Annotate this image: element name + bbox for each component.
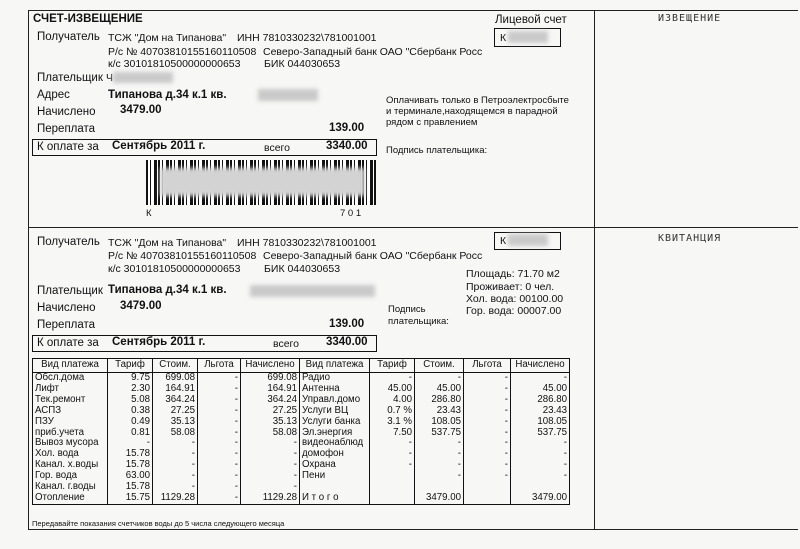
- table-cell: 164.91: [153, 384, 198, 395]
- info-cold-water: Хол. вода: 00100.00: [466, 293, 564, 305]
- table-cell: Лифт: [33, 384, 108, 395]
- col-header: Тариф: [370, 359, 415, 373]
- table-cell: 23.43: [415, 406, 464, 417]
- due-label-2: К оплате за: [37, 337, 99, 349]
- table-cell: -: [370, 460, 415, 471]
- barcode-redaction: [160, 168, 365, 196]
- table-cell: -: [198, 417, 241, 428]
- table-row: [33, 471, 570, 482]
- info-residents: Проживает: 0 чел.: [466, 281, 555, 293]
- doc-title: СЧЕТ-ИЗВЕЩЕНИЕ: [33, 13, 143, 25]
- table-cell: Гор. вода: [33, 471, 108, 482]
- payer-name-initial: Ч: [106, 72, 113, 84]
- due-total-label-2: всего: [273, 338, 299, 350]
- table-cell: Отопление: [33, 493, 108, 504]
- due-label: К оплате за: [37, 141, 99, 153]
- table-row: [33, 482, 570, 493]
- table-cell: -: [153, 449, 198, 460]
- table-cell: -: [370, 373, 415, 384]
- payment-note: Оплачивать только в Петроэлектросбыте и терминале,находящемся в парадной рядом с правлением: [386, 95, 569, 128]
- payee-account: Р/с № 40703810155160110508: [108, 46, 257, 58]
- table-cell: -: [198, 384, 241, 395]
- due-period: Сентябрь 2011 г.: [112, 140, 206, 152]
- frame-bottom: [28, 529, 798, 530]
- table-cell: -: [153, 460, 198, 471]
- table-cell: 58.08: [241, 428, 300, 439]
- table-cell: Услуги банка: [300, 417, 370, 428]
- table-cell: 699.08: [241, 373, 300, 384]
- col-header: Начислено: [241, 359, 300, 373]
- account-label: Лицевой счет: [495, 14, 567, 26]
- table-cell: -: [370, 438, 415, 449]
- table-cell: 2.30: [108, 384, 153, 395]
- table-cell: -: [511, 449, 570, 460]
- table-cell: -: [153, 471, 198, 482]
- table-cell: видеонаблюд: [300, 438, 370, 449]
- table-cell: 15.78: [108, 482, 153, 493]
- table-cell: -: [464, 428, 511, 439]
- table-row: [33, 417, 570, 428]
- address-redaction-2: [250, 285, 375, 297]
- table-cell: -: [198, 471, 241, 482]
- table-cell: 1129.28: [153, 493, 198, 504]
- overpay-value: 139.00: [329, 122, 365, 134]
- table-cell: -: [464, 417, 511, 428]
- table-cell: -: [198, 482, 241, 493]
- account-value: К: [500, 32, 507, 44]
- payee-label: Получатель: [37, 31, 100, 43]
- payee-bank: Северо-Западный банк ОАО "Сбербанк Росс: [263, 46, 483, 58]
- overpay-label-2: Переплата: [37, 319, 96, 331]
- table-cell: -: [464, 384, 511, 395]
- table-cell: 108.05: [415, 417, 464, 428]
- table-cell: 164.91: [241, 384, 300, 395]
- payee-name: ТСЖ "Дом на Типанова": [108, 32, 227, 44]
- table-cell: 45.00: [415, 384, 464, 395]
- table-cell: -: [511, 471, 570, 482]
- table-cell: Канал. г.воды: [33, 482, 108, 493]
- table-cell: 27.25: [153, 406, 198, 417]
- payee-bik-2: БИК 044030653: [264, 263, 341, 275]
- table-cell: -: [108, 438, 153, 449]
- payee-bank-2: Северо-Западный банк ОАО "Сбербанк Росс: [263, 250, 483, 262]
- table-cell: 58.08: [153, 428, 198, 439]
- table-cell: [464, 482, 511, 493]
- table-row: [33, 384, 570, 395]
- table-cell: 4.00: [370, 395, 415, 406]
- charges-table: [32, 358, 570, 505]
- table-row: [33, 373, 570, 384]
- info-area: Площадь: 71.70 м2: [466, 268, 560, 280]
- table-cell: -: [511, 438, 570, 449]
- signature-label-2: Подпись плательщика:: [388, 304, 449, 327]
- table-cell: 15.78: [108, 460, 153, 471]
- table-cell: -: [370, 449, 415, 460]
- frame-divider-horizontal: [28, 227, 798, 228]
- table-cell: 0.38: [108, 406, 153, 417]
- col-header: Стоим.: [153, 359, 198, 373]
- col-header: Вид платежа: [300, 359, 370, 373]
- table-cell: 35.13: [153, 417, 198, 428]
- table-cell: Эл.энергия: [300, 428, 370, 439]
- table-cell: 15.78: [108, 449, 153, 460]
- table-cell: 286.80: [511, 395, 570, 406]
- table-row: [33, 406, 570, 417]
- table-cell: [370, 482, 415, 493]
- table-cell: -: [198, 428, 241, 439]
- table-cell: Управл.домо: [300, 395, 370, 406]
- due-total: 3340.00: [326, 140, 368, 152]
- table-cell: -: [241, 482, 300, 493]
- table-cell: 63.00: [108, 471, 153, 482]
- table-cell: -: [198, 493, 241, 504]
- table-cell: 0.49: [108, 417, 153, 428]
- receipt-label: КВИТАНЦИЯ: [658, 233, 722, 244]
- table-cell: 286.80: [415, 395, 464, 406]
- payee-label-2: Получатель: [37, 236, 100, 248]
- table-cell: -: [464, 395, 511, 406]
- table-cell: 35.13: [241, 417, 300, 428]
- table-cell: 15.75: [108, 493, 153, 504]
- footer-note: Передавайте показания счетчиков воды до 5 числа следующего месяца: [32, 519, 285, 528]
- table-cell: Пени: [300, 471, 370, 482]
- table-cell: И т о г о: [300, 493, 370, 504]
- overpay-label: Переплата: [37, 123, 96, 135]
- account-redaction-2: [508, 234, 548, 246]
- signature-label: Подпись плательщика:: [386, 145, 488, 156]
- table-cell: Антенна: [300, 384, 370, 395]
- payer-label-2: Плательщик: [37, 285, 103, 297]
- barcode-caption-left: К: [146, 208, 152, 219]
- table-cell: -: [464, 449, 511, 460]
- table-row: [33, 438, 570, 449]
- table-cell: -: [198, 449, 241, 460]
- table-cell: -: [415, 449, 464, 460]
- overpay-value-2: 139.00: [329, 318, 365, 330]
- table-row: [33, 493, 570, 504]
- table-cell: -: [464, 471, 511, 482]
- table-cell: 537.75: [415, 428, 464, 439]
- table-cell: приб.учета: [33, 428, 108, 439]
- table-cell: 1129.28: [241, 493, 300, 504]
- frame-top: [28, 10, 798, 11]
- payee-name-2: ТСЖ "Дом на Типанова": [108, 237, 227, 249]
- notice-label: ИЗВЕЩЕНИЕ: [658, 13, 722, 24]
- account-redaction: [508, 31, 548, 43]
- col-header: Стоим.: [415, 359, 464, 373]
- table-body: [33, 373, 570, 505]
- table-cell: АСПЗ: [33, 406, 108, 417]
- col-header: Льгота: [198, 359, 241, 373]
- table-cell: [464, 493, 511, 504]
- table-header-row: [33, 359, 570, 373]
- table-cell: [370, 471, 415, 482]
- table-cell: Охрана: [300, 460, 370, 471]
- payer-redaction: [113, 72, 173, 83]
- payer-label: Плательщик: [37, 72, 103, 84]
- table-cell: 9.75: [108, 373, 153, 384]
- info-hot-water: Гор. вода: 00007.00: [466, 305, 562, 317]
- table-row: [33, 449, 570, 460]
- table-cell: -: [241, 460, 300, 471]
- table-cell: -: [464, 438, 511, 449]
- table-cell: 23.43: [511, 406, 570, 417]
- table-cell: Тек.ремонт: [33, 395, 108, 406]
- table-cell: 3.1 %: [370, 417, 415, 428]
- table-cell: домофон: [300, 449, 370, 460]
- due-total-2: 3340.00: [326, 336, 368, 348]
- address-label: Адрес: [37, 89, 70, 101]
- table-cell: 699.08: [153, 373, 198, 384]
- table-cell: -: [198, 395, 241, 406]
- payee-corr: к/с 30101810500000000653: [108, 58, 241, 70]
- table-cell: -: [464, 460, 511, 471]
- accrued-value: 3479.00: [120, 104, 162, 116]
- table-cell: 5.08: [108, 395, 153, 406]
- table-cell: Вывоз мусора: [33, 438, 108, 449]
- table-cell: 537.75: [511, 428, 570, 439]
- table-cell: [370, 493, 415, 504]
- col-header: Тариф: [108, 359, 153, 373]
- address-value: Типанова д.34 к.1 кв.: [108, 89, 227, 101]
- table-cell: -: [241, 449, 300, 460]
- table-cell: 45.00: [511, 384, 570, 395]
- table-cell: -: [464, 406, 511, 417]
- barcode-caption-right: 7 0 1: [340, 208, 362, 219]
- table-cell: -: [241, 471, 300, 482]
- table-cell: 3479.00: [511, 493, 570, 504]
- table-cell: -: [464, 373, 511, 384]
- payee-account-2: Р/с № 40703810155160110508: [108, 250, 257, 262]
- payee-bik: БИК 044030653: [264, 58, 341, 70]
- table-cell: -: [415, 438, 464, 449]
- table-cell: -: [415, 460, 464, 471]
- accrued-label: Начислено: [37, 106, 96, 118]
- table-cell: Хол. вода: [33, 449, 108, 460]
- accrued-label-2: Начислено: [37, 302, 96, 314]
- table-cell: -: [153, 438, 198, 449]
- table-cell: -: [241, 438, 300, 449]
- table-cell: -: [415, 471, 464, 482]
- table-cell: -: [198, 406, 241, 417]
- payee-corr-2: к/с 30101810500000000653: [108, 263, 241, 275]
- table-cell: 0.81: [108, 428, 153, 439]
- payee-inn: ИНН 7810330232\781001001: [237, 32, 377, 44]
- due-total-label: всего: [264, 142, 290, 154]
- frame-left: [28, 10, 29, 530]
- table-cell: 0.7 %: [370, 406, 415, 417]
- table-cell: 7.50: [370, 428, 415, 439]
- frame-divider-vertical: [594, 10, 595, 530]
- table-cell: 3479.00: [415, 493, 464, 504]
- table-cell: -: [198, 438, 241, 449]
- address-redaction: [258, 89, 318, 101]
- table-row: [33, 428, 570, 439]
- table-cell: Канал. х.воды: [33, 460, 108, 471]
- payee-inn-2: ИНН 7810330232\781001001: [237, 237, 377, 249]
- table-cell: Услуги ВЦ: [300, 406, 370, 417]
- table-cell: Радио: [300, 373, 370, 384]
- table-cell: 108.05: [511, 417, 570, 428]
- table-cell: -: [198, 373, 241, 384]
- table-cell: 45.00: [370, 384, 415, 395]
- col-header: Вид платежа: [33, 359, 108, 373]
- col-header: Льгота: [464, 359, 511, 373]
- table-cell: 27.25: [241, 406, 300, 417]
- col-header: Начислено: [511, 359, 570, 373]
- table-cell: ПЗУ: [33, 417, 108, 428]
- table-cell: -: [153, 482, 198, 493]
- table-cell: -: [511, 373, 570, 384]
- due-period-2: Сентябрь 2011 г.: [112, 336, 206, 348]
- table-cell: 364.24: [153, 395, 198, 406]
- table-row: [33, 395, 570, 406]
- address-value-2: Типанова д.34 к.1 кв.: [108, 284, 227, 296]
- table-row: [33, 460, 570, 471]
- table-cell: -: [415, 373, 464, 384]
- table-cell: 364.24: [241, 395, 300, 406]
- account-value-2: К: [500, 235, 507, 247]
- table-cell: -: [198, 460, 241, 471]
- table-cell: Обсл.дома: [33, 373, 108, 384]
- table-cell: -: [511, 460, 570, 471]
- accrued-value-2: 3479.00: [120, 300, 162, 312]
